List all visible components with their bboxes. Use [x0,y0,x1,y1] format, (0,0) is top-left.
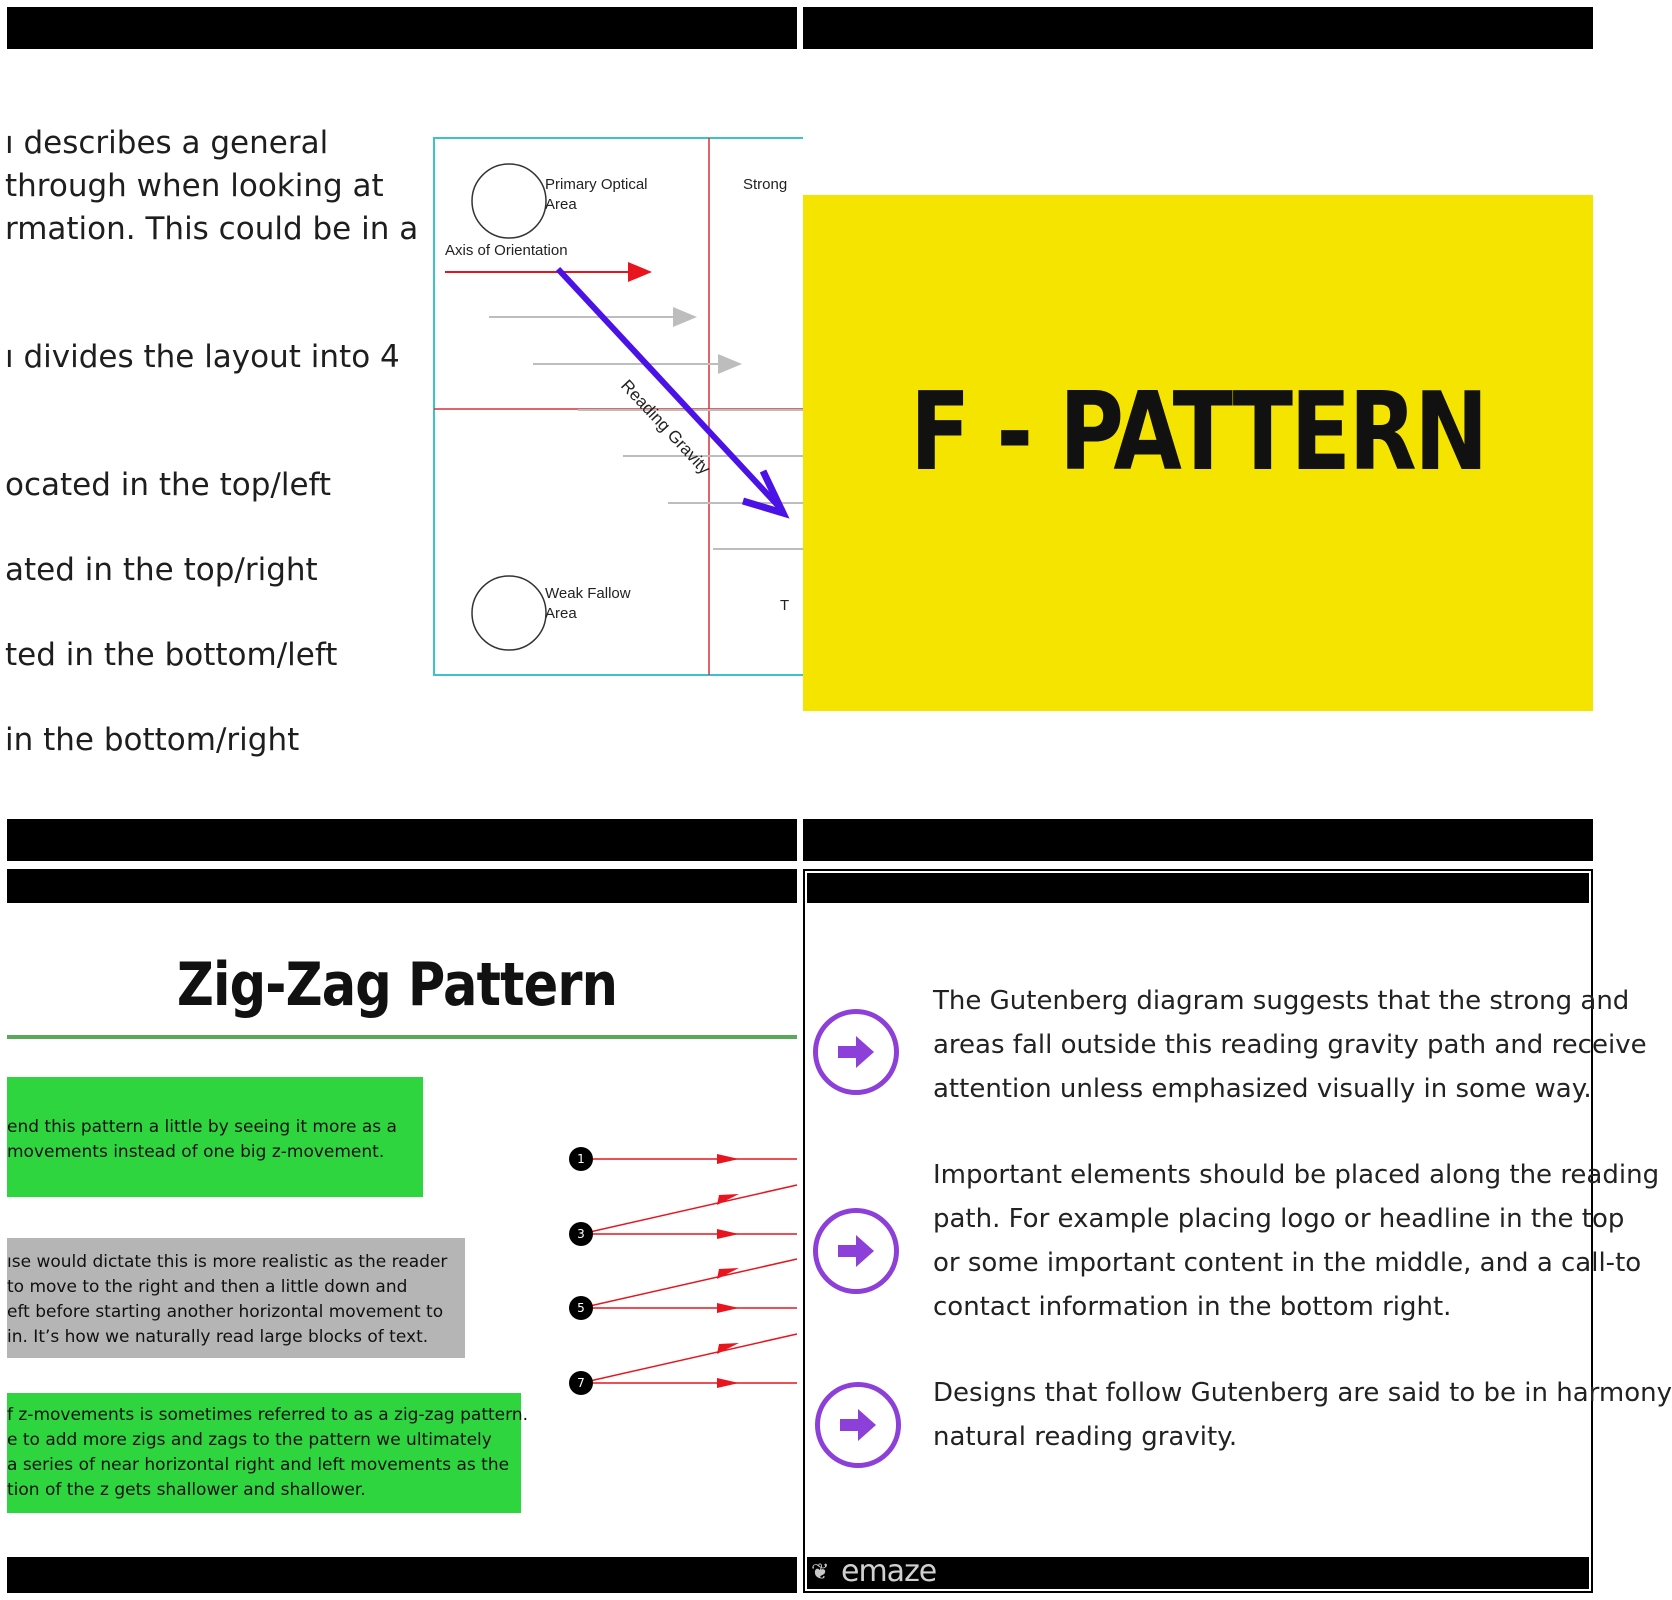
top-bar [7,869,797,903]
body-line: ı divides the layout into 4 [5,339,400,375]
body-line: in the bottom/right [5,722,300,758]
zigzag-arrows [567,1135,797,1415]
note-paragraph [933,979,1647,1111]
note-line: Important elements should be placed along the reading [933,1160,1660,1190]
note-line: a series of near horizontal right and left movements as the [7,1455,510,1475]
note-line: tion of the z gets shallower and shallower. [7,1480,366,1500]
primary-optical-label: Primary Optical Area [545,176,648,213]
note-paragraph [933,1371,1672,1459]
note-line: contact information in the bottom right. [933,1292,1452,1322]
marker-badge: 7 [569,1371,593,1395]
note-line: movements instead of one big z-movement. [7,1142,385,1162]
emaze-logo-icon: ❦ [811,1560,830,1585]
zigzag-title: Zig-Zag Pattern [176,950,618,1020]
note-box-gray [7,1238,465,1358]
body-line: rmation. This could be in a [5,211,419,247]
panel-gutenberg-notes [803,869,1672,1593]
bottom-bar [7,1557,797,1593]
arrow-right-circle-icon [813,1009,899,1095]
marker-badge: 1 [569,1147,593,1171]
arrow-right-circle-icon [815,1382,901,1468]
marker-badge: 3 [569,1222,593,1246]
terminal-label-fragment: T [780,597,790,614]
note-line: attention unless emphasized visually in some way. [933,1074,1592,1104]
note-box-green [7,1393,528,1513]
note-line: areas fall outside this reading gravity path and receive [933,1030,1647,1060]
note-line: path. For example placing logo or headline in the top [933,1204,1625,1234]
f-pattern-title: F - PATTERN [910,370,1486,495]
body-line: ocated in the top/left [5,467,332,503]
body-line: through when looking at [5,168,384,204]
bottom-bar [803,819,1593,861]
strong-label: Strong [743,176,788,193]
body-line: ated in the top/right [5,552,318,588]
note-line: f z-movements is sometimes referred to as a zig-zag pattern. [7,1405,528,1425]
title-underline [7,1035,797,1039]
panel-zigzag [7,869,797,1593]
note-line: eft before starting another horizontal movement to [7,1302,444,1322]
marker-badge: 5 [569,1296,593,1320]
f-pattern-banner [803,195,1593,711]
panel-f-pattern [803,7,1593,863]
weak-fallow-label: Weak Fallow Area [545,585,631,622]
reading-gravity-label: Reading Gravity [617,376,715,479]
note-line: ıse would dictate this is more realistic as the reader [7,1252,448,1272]
gutenberg-diagram [433,131,813,677]
body-line: ted in the bottom/left [5,637,338,673]
note-line: e to add more zigs and zags to the pattern we ultimately [7,1430,492,1450]
top-bar [807,873,1589,903]
bottom-bar [7,819,797,861]
note-box-green [7,1077,423,1197]
panel-layout-description [7,7,797,863]
note-line: or some important content in the middle, and a call-to [933,1248,1642,1278]
axis-label: Axis of Orientation [445,242,568,259]
body-line: ı describes a general [5,125,329,161]
note-line: end this pattern a little by seeing it more as a [7,1117,397,1137]
note-line: The Gutenberg diagram suggests that the strong and [933,986,1630,1016]
note-line: Designs that follow Gutenberg are said to be in harmony [933,1378,1672,1408]
emaze-watermark: emaze [841,1554,937,1589]
top-bar [7,7,797,49]
note-paragraph [933,1153,1659,1329]
note-line: to move to the right and then a little down and [7,1277,408,1297]
arrow-right-circle-icon [813,1208,899,1294]
note-line: natural reading gravity. [933,1422,1238,1452]
top-bar [803,7,1593,49]
note-line: in. It’s how we naturally read large blocks of text. [7,1327,429,1347]
